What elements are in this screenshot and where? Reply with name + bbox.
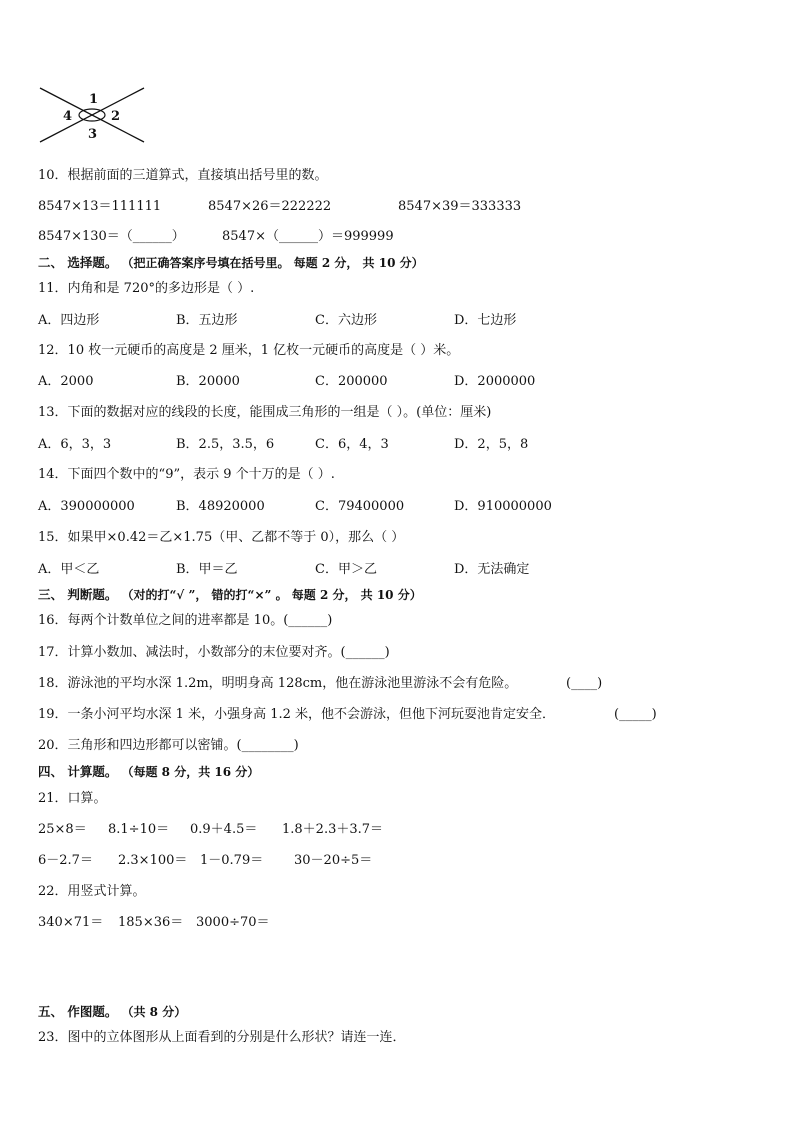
- q22-item-3: 3000÷70＝: [196, 915, 270, 930]
- section-4-note: （每题 8 分，共 16 分）: [121, 765, 260, 779]
- section-3-title: 三、 判断题。: [38, 587, 118, 602]
- section-4-header: [38, 763, 259, 782]
- angle-figure: [38, 86, 146, 144]
- section-2-header: [38, 254, 424, 273]
- q13-text: 13．下面的数据对应的线段的长度，能围成三角形的一组是（ ）。(单位：厘米): [38, 405, 492, 420]
- section-2-note: （把正确答案序号填在括号里。 每题 2 分， 共 10 分）: [121, 256, 424, 270]
- angle-label-1: 1: [89, 92, 99, 107]
- q12-option-a: A．2000: [38, 374, 94, 389]
- section-5-note: （共 8 分）: [121, 1005, 187, 1019]
- q15-option-c: C．甲＞乙: [315, 562, 377, 577]
- q14-option-b: B．48920000: [176, 499, 265, 514]
- q22-item-2: 185×36＝: [118, 915, 184, 930]
- q11-option-c: C．六边形: [315, 313, 377, 328]
- q21-r1-c1: 25×8＝: [38, 822, 87, 837]
- q21-r2-c4: 30－20÷5＝: [294, 853, 373, 868]
- angle-label-3: 3: [88, 127, 98, 142]
- q12-option-c: C．200000: [315, 374, 388, 389]
- q21-r2-c2: 2.3×100＝: [118, 853, 188, 868]
- q10-eq5: 8547×（______）＝999999: [222, 229, 394, 244]
- q21-r1-c2: 8.1÷10＝: [108, 822, 170, 837]
- q10-eq3: 8547×39＝333333: [398, 199, 522, 214]
- section-5-title: 五、 作图题。: [38, 1004, 118, 1019]
- q23-text: 23．图中的立体图形从上面看到的分别是什么形状？请连一连．: [38, 1030, 406, 1045]
- section-5-header: [38, 1003, 186, 1022]
- q14-option-d: D．910000000: [454, 499, 552, 514]
- q10-eq4: 8547×130＝（______）: [38, 229, 185, 244]
- q15-text: 15．如果甲×0.42＝乙×1.75（甲、乙都不等于 0），那么（ ）: [38, 530, 405, 545]
- q18-text: 18．游泳池的平均水深 1.2m，明明身高 128cm，他在游泳池里游泳不会有危险。: [38, 676, 518, 691]
- section-3-header: [38, 586, 422, 605]
- q16-text: 16．每两个计数单位之间的进率都是 10。(______): [38, 613, 333, 628]
- q15-option-b: B．甲＝乙: [176, 562, 238, 577]
- q22-item-1: 340×71＝: [38, 915, 104, 930]
- q21-r1-c3: 0.9＋4.5＝: [190, 822, 258, 837]
- q14-option-c: C．79400000: [315, 499, 405, 514]
- q21-r2-c3: 1－0.79＝: [200, 853, 264, 868]
- q14-text: 14．下面四个数中的“9”，表示 9 个十万的是（ ）.: [38, 467, 335, 482]
- q12-option-b: B．20000: [176, 374, 240, 389]
- q18-answer-blank[interactable]: (____): [566, 676, 603, 691]
- q11-option-d: D．七边形: [454, 313, 517, 328]
- q11-text: 11．内角和是 720°的多边形是（ ）.: [38, 281, 255, 296]
- q13-option-d: D．2，5，8: [454, 437, 529, 452]
- q21-text: 21．口算。: [38, 791, 107, 806]
- q21-r1-c4: 1.8＋2.3＋3.7＝: [282, 822, 384, 837]
- q21-r2-c1: 6－2.7＝: [38, 853, 93, 868]
- angle-label-4: 4: [63, 109, 73, 124]
- q15-option-a: A．甲＜乙: [38, 562, 100, 577]
- q19-text: 19．一条小河平均水深 1 米，小强身高 1.2 米，他不会游泳，但他下河玩耍池肯定安全．: [38, 707, 556, 722]
- q14-option-a: A．390000000: [38, 499, 135, 514]
- section-2-title: 二、 选择题。: [38, 255, 118, 270]
- q17-text: 17．计算小数加、减法时，小数部分的末位要对齐。(______): [38, 645, 390, 660]
- q12-text: 12．10 枚一元硬币的高度是 2 厘米，1 亿枚一元硬币的高度是（ ）米。: [38, 343, 460, 358]
- q11-option-a: A．四边形: [38, 313, 100, 328]
- q22-text: 22．用竖式计算。: [38, 884, 146, 899]
- q13-option-b: B．2.5，3.5，6: [176, 437, 275, 452]
- q20-text: 20．三角形和四边形都可以密铺。(________): [38, 738, 299, 753]
- q13-option-c: C．6，4，3: [315, 437, 389, 452]
- q13-option-a: A．6，3，3: [38, 437, 112, 452]
- q19-answer-blank[interactable]: (_____): [614, 707, 657, 722]
- section-3-note: （对的打“√ ”， 错的打“×” 。 每题 2 分， 共 10 分）: [121, 588, 422, 602]
- section-4-title: 四、 计算题。: [38, 764, 118, 779]
- q12-option-d: D．2000000: [454, 374, 536, 389]
- q15-option-d: D．无法确定: [454, 562, 530, 577]
- q10-eq2: 8547×26＝222222: [208, 199, 332, 214]
- q10-eq1: 8547×13＝111111: [38, 199, 162, 214]
- q10-text: 10．根据前面的三道算式，直接填出括号里的数。: [38, 168, 328, 183]
- q11-option-b: B．五边形: [176, 313, 238, 328]
- angle-label-2: 2: [111, 109, 121, 124]
